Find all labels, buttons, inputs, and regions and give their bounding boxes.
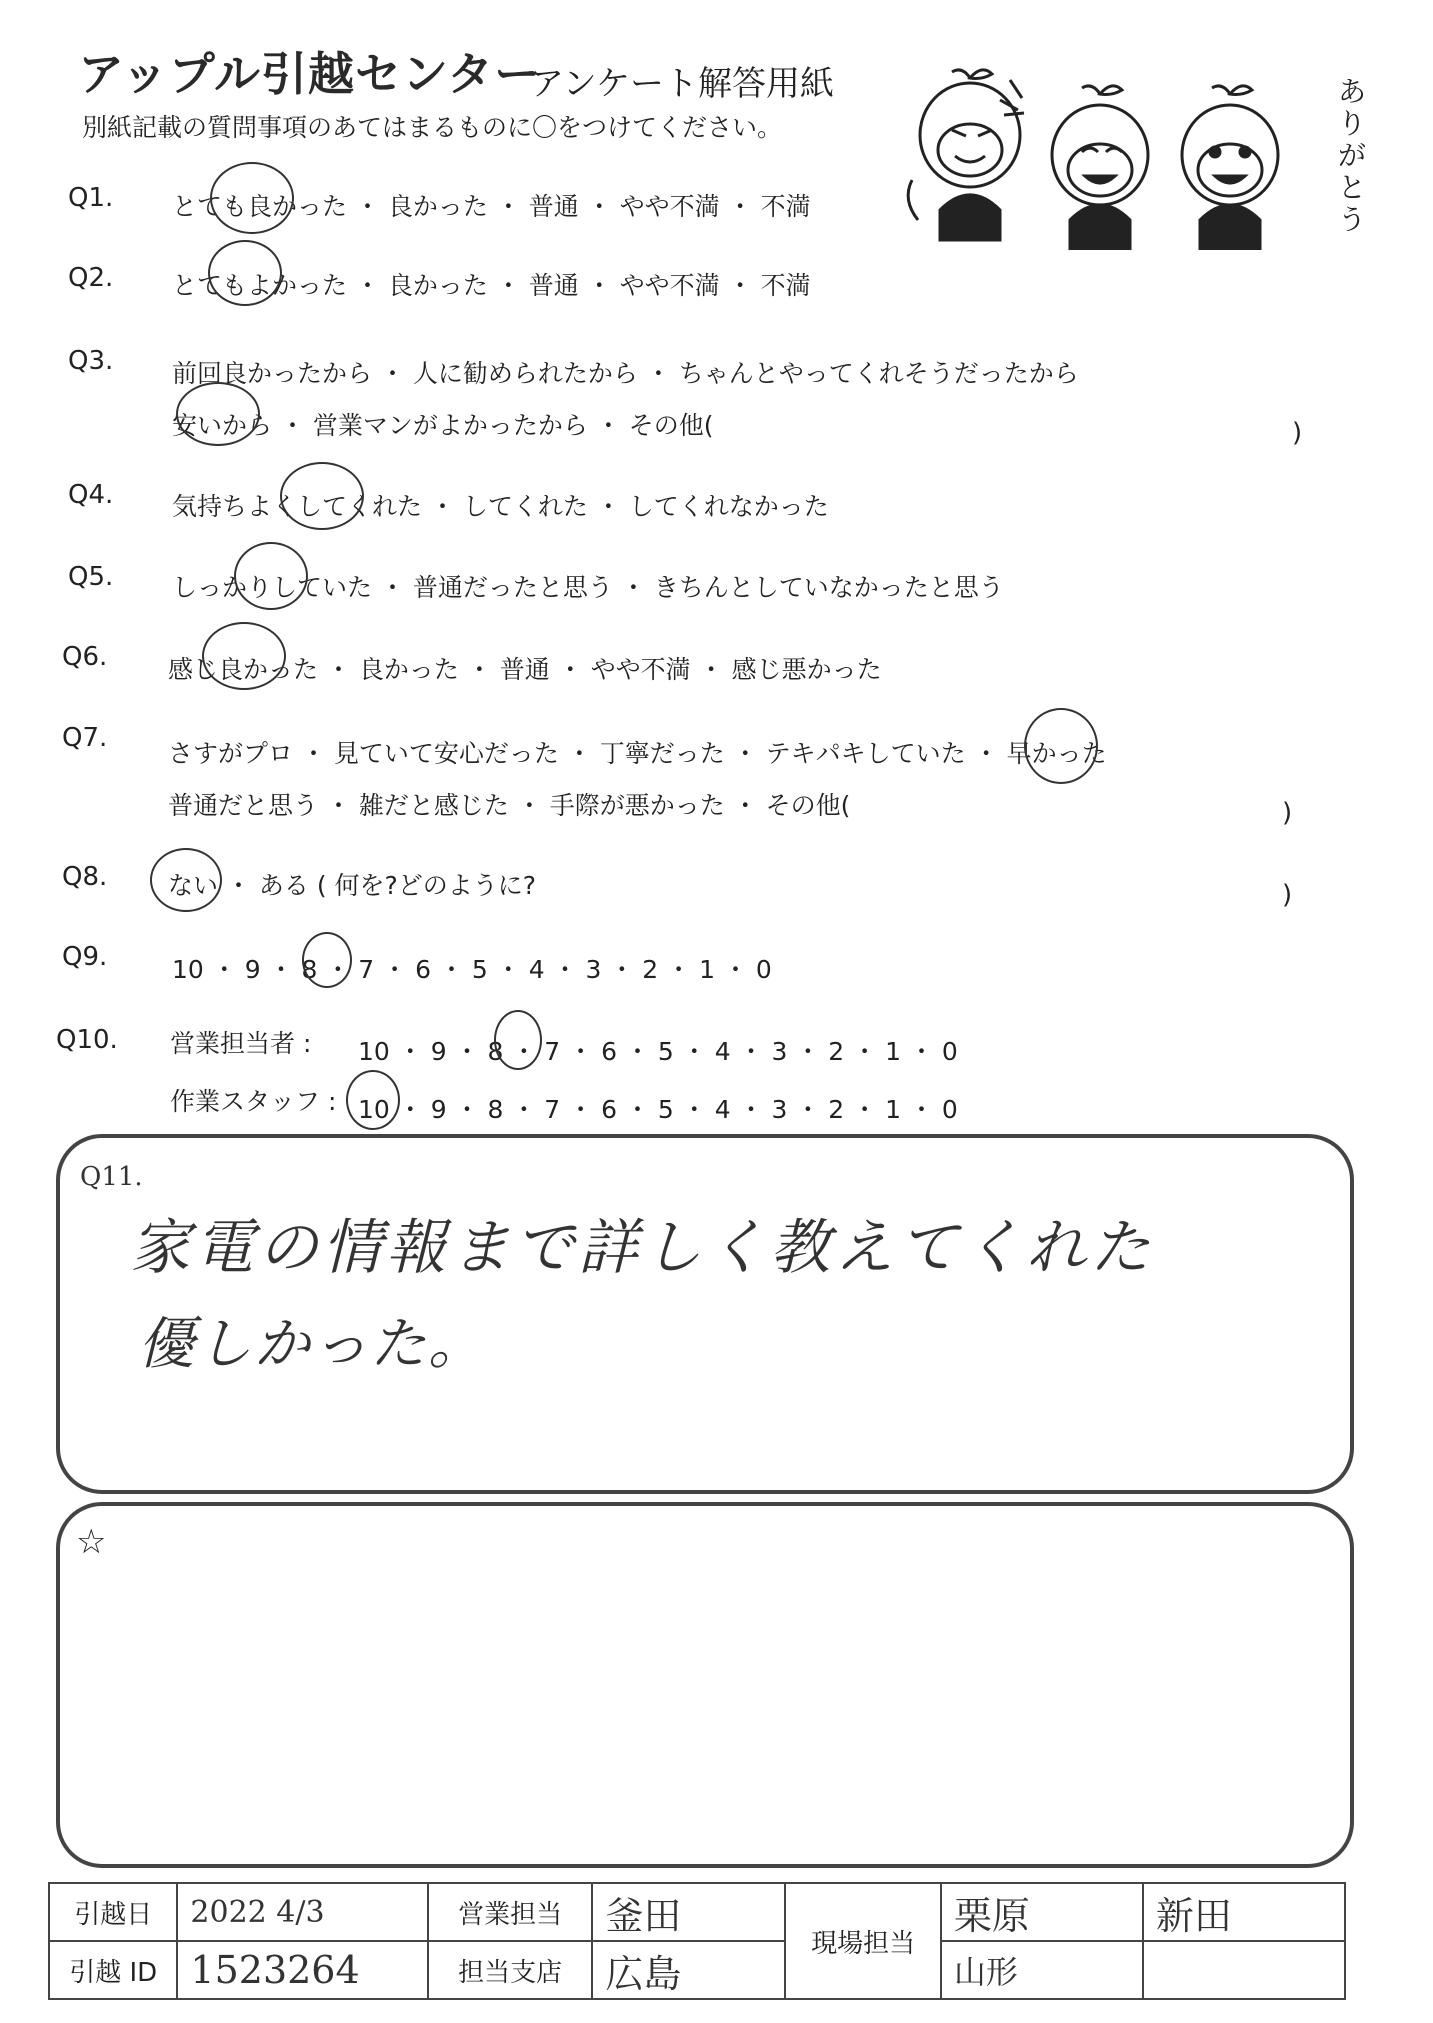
q2-selected-mark: [208, 240, 282, 306]
q5-options[interactable]: しっかりしていた ・ 普通だったと思う ・ きちんとしていなかったと思う: [172, 573, 1004, 602]
q11-answer-line1: 家電の情報まで詳しく教えてくれた: [130, 1213, 1154, 1283]
q11-label: Q11.: [80, 1162, 143, 1192]
q7-selected-mark: [1024, 708, 1098, 784]
q10-staff-score-options[interactable]: 10 ・ 9 ・ 8 ・ 7 ・ 6 ・ 5 ・ 4 ・ 3 ・ 2 ・ 1 ・ 0: [358, 1095, 958, 1124]
q10-staff-label: 作業スタッフ :: [170, 1087, 337, 1116]
q6-selected-mark: [202, 622, 286, 690]
q1-label: Q1.: [68, 183, 114, 213]
q3-options-line2[interactable]: 安いから ・ 営業マンがよかったから ・ その他(: [172, 411, 714, 440]
move-date-value: 2022 4/3: [177, 1883, 427, 1941]
q8-label: Q8.: [62, 862, 108, 892]
site-rep-label: 現場担当: [785, 1883, 941, 1999]
q7-options-line2[interactable]: 普通だと思う ・ 雑だと感じた ・ 手際が悪かった ・ その他(: [168, 791, 851, 820]
q5-selected-mark: [234, 542, 308, 610]
q2-options[interactable]: とてもよかった ・ 良かった ・ 普通 ・ やや不満 ・ 不満: [172, 271, 811, 300]
q8-close-paren: ): [1282, 880, 1293, 910]
q10-sales-selected-mark: [494, 1010, 542, 1070]
instruction-text: 別紙記載の質問事項のあてはまるものに〇をつけてください。: [82, 113, 783, 142]
star-label: ☆: [76, 1522, 107, 1562]
q9-score-options[interactable]: 10 ・ 9 ・ 8 ・ 7 ・ 6 ・ 5 ・ 4 ・ 3 ・ 2 ・ 1 ・ 0: [172, 955, 772, 984]
form-subtitle: アンケート解答用紙: [530, 64, 834, 104]
monkey-smile-icon: [1182, 86, 1278, 250]
site-rep-empty: [1143, 1941, 1345, 1999]
q3-options-line1[interactable]: 前回良かったから ・ 人に勧められたから ・ ちゃんとやってくれそうだったから: [172, 359, 1079, 388]
q10-staff-selected-mark: [346, 1070, 400, 1130]
q1-options[interactable]: とても良かった ・ 良かった ・ 普通 ・ やや不満 ・ 不満: [172, 192, 811, 221]
q5-label: Q5.: [68, 562, 114, 592]
q3-label: Q3.: [68, 346, 114, 376]
q6-label: Q6.: [62, 642, 108, 672]
monkey-laugh-icon: [1000, 80, 1148, 250]
site-rep-1: 栗原: [941, 1883, 1143, 1941]
q4-label: Q4.: [68, 480, 114, 510]
thanks-vertical-text: ありがとう: [1337, 75, 1366, 236]
monkey-mascots-icon: [900, 60, 1340, 250]
q2-label: Q2.: [68, 263, 114, 293]
move-date-label: 引越日: [49, 1883, 177, 1941]
move-id-value: 1523264: [177, 1941, 427, 1999]
q7-label: Q7.: [62, 723, 108, 753]
sales-rep-value: 釜田: [592, 1883, 785, 1941]
q11-answer-line2: 優しかった。: [138, 1312, 486, 1377]
q6-options[interactable]: 感じ良かった ・ 良かった ・ 普通 ・ やや不満 ・ 感じ悪かった: [168, 655, 882, 684]
branch-value: 広島: [592, 1941, 785, 1999]
monkey-wink-icon: [908, 70, 1020, 240]
sales-rep-label: 営業担当: [428, 1883, 593, 1941]
site-rep-2: 新田: [1143, 1883, 1345, 1941]
q10-sales-score-options[interactable]: 10 ・ 9 ・ 8 ・ 7 ・ 6 ・ 5 ・ 4 ・ 3 ・ 2 ・ 1 ・ 0: [358, 1037, 958, 1066]
branch-label: 担当支店: [428, 1941, 593, 1999]
q3-selected-mark: [176, 382, 260, 446]
footer-info-table: [48, 1882, 1346, 2000]
q4-options[interactable]: 気持ちよくしてくれた ・ してくれた ・ してくれなかった: [172, 492, 829, 521]
q10-sales-label: 営業担当者 :: [170, 1029, 312, 1058]
move-id-label: 引越 ID: [49, 1941, 177, 1999]
q8-selected-mark: [150, 848, 222, 912]
q3-close-paren: ): [1292, 418, 1303, 448]
q1-selected-mark: [210, 162, 294, 234]
q10-label: Q10.: [56, 1025, 118, 1055]
q9-label: Q9.: [62, 942, 108, 972]
q8-options[interactable]: ない ・ ある ( 何を?どのように?: [168, 871, 537, 900]
company-title: アップル引越センター: [78, 47, 542, 101]
q7-options-line1[interactable]: さすがプロ ・ 見ていて安心だった ・ 丁寧だった ・ テキパキしていた ・ 早かった: [168, 739, 1107, 768]
q4-selected-mark: [280, 462, 364, 530]
q9-selected-mark: [302, 932, 352, 988]
site-rep-3: 山形: [941, 1941, 1143, 1999]
q7-close-paren: ): [1282, 798, 1293, 828]
star-comment-box[interactable]: [56, 1502, 1354, 1868]
